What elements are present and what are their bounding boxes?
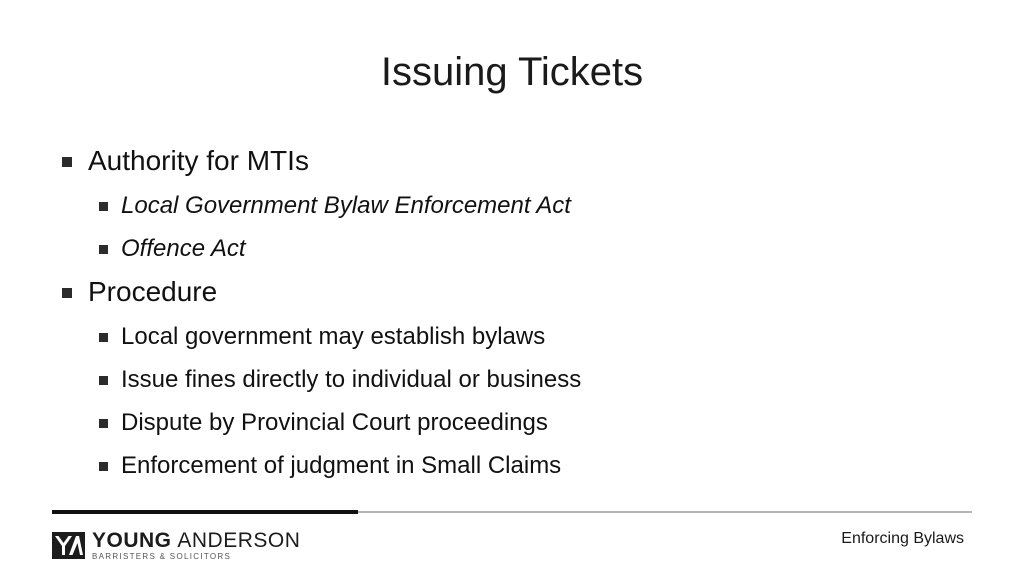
square-bullet-icon	[99, 202, 108, 211]
bullet-text: Local government may establish bylaws	[121, 323, 546, 350]
bullet-item	[58, 316, 958, 359]
bullet-item	[58, 445, 958, 488]
logo-name-bold: YOUNG	[92, 529, 172, 552]
bullet-text: Offence Act	[121, 235, 246, 262]
bullet-item	[58, 359, 958, 402]
bullet-item	[58, 402, 958, 445]
company-logo	[52, 531, 312, 563]
logo-name-light: ANDERSON	[177, 529, 301, 552]
bullet-text: Dispute by Provincial Court proceedings	[121, 409, 548, 436]
footer-divider-accent	[52, 510, 358, 514]
bullet-list	[58, 140, 958, 488]
bullet-item	[58, 273, 958, 316]
bullet-item	[58, 185, 958, 228]
ya-monogram-icon	[52, 532, 85, 559]
slide-title: Issuing Tickets	[380, 50, 644, 94]
bullet-text: Enforcement of judgment in Small Claims	[121, 452, 562, 479]
square-bullet-icon	[62, 157, 72, 167]
footer-label: Enforcing Bylaws	[841, 530, 964, 547]
bullet-text: Local Government Bylaw Enforcement Act	[121, 192, 571, 219]
footer-divider	[358, 511, 972, 513]
logo-wordmark	[92, 529, 300, 553]
bullet-text: Authority for MTIs	[88, 145, 309, 176]
bullet-text: Issue fines directly to individual or business	[121, 366, 582, 393]
square-bullet-icon	[99, 376, 108, 385]
square-bullet-icon	[99, 333, 108, 342]
square-bullet-icon	[99, 462, 108, 471]
bullet-item	[58, 228, 958, 271]
logo-tagline: BARRISTERS & SOLICITORS	[92, 552, 232, 561]
square-bullet-icon	[62, 288, 72, 298]
bullet-text: Procedure	[88, 276, 218, 307]
square-bullet-icon	[99, 419, 108, 428]
square-bullet-icon	[99, 245, 108, 254]
bullet-item	[58, 142, 958, 185]
